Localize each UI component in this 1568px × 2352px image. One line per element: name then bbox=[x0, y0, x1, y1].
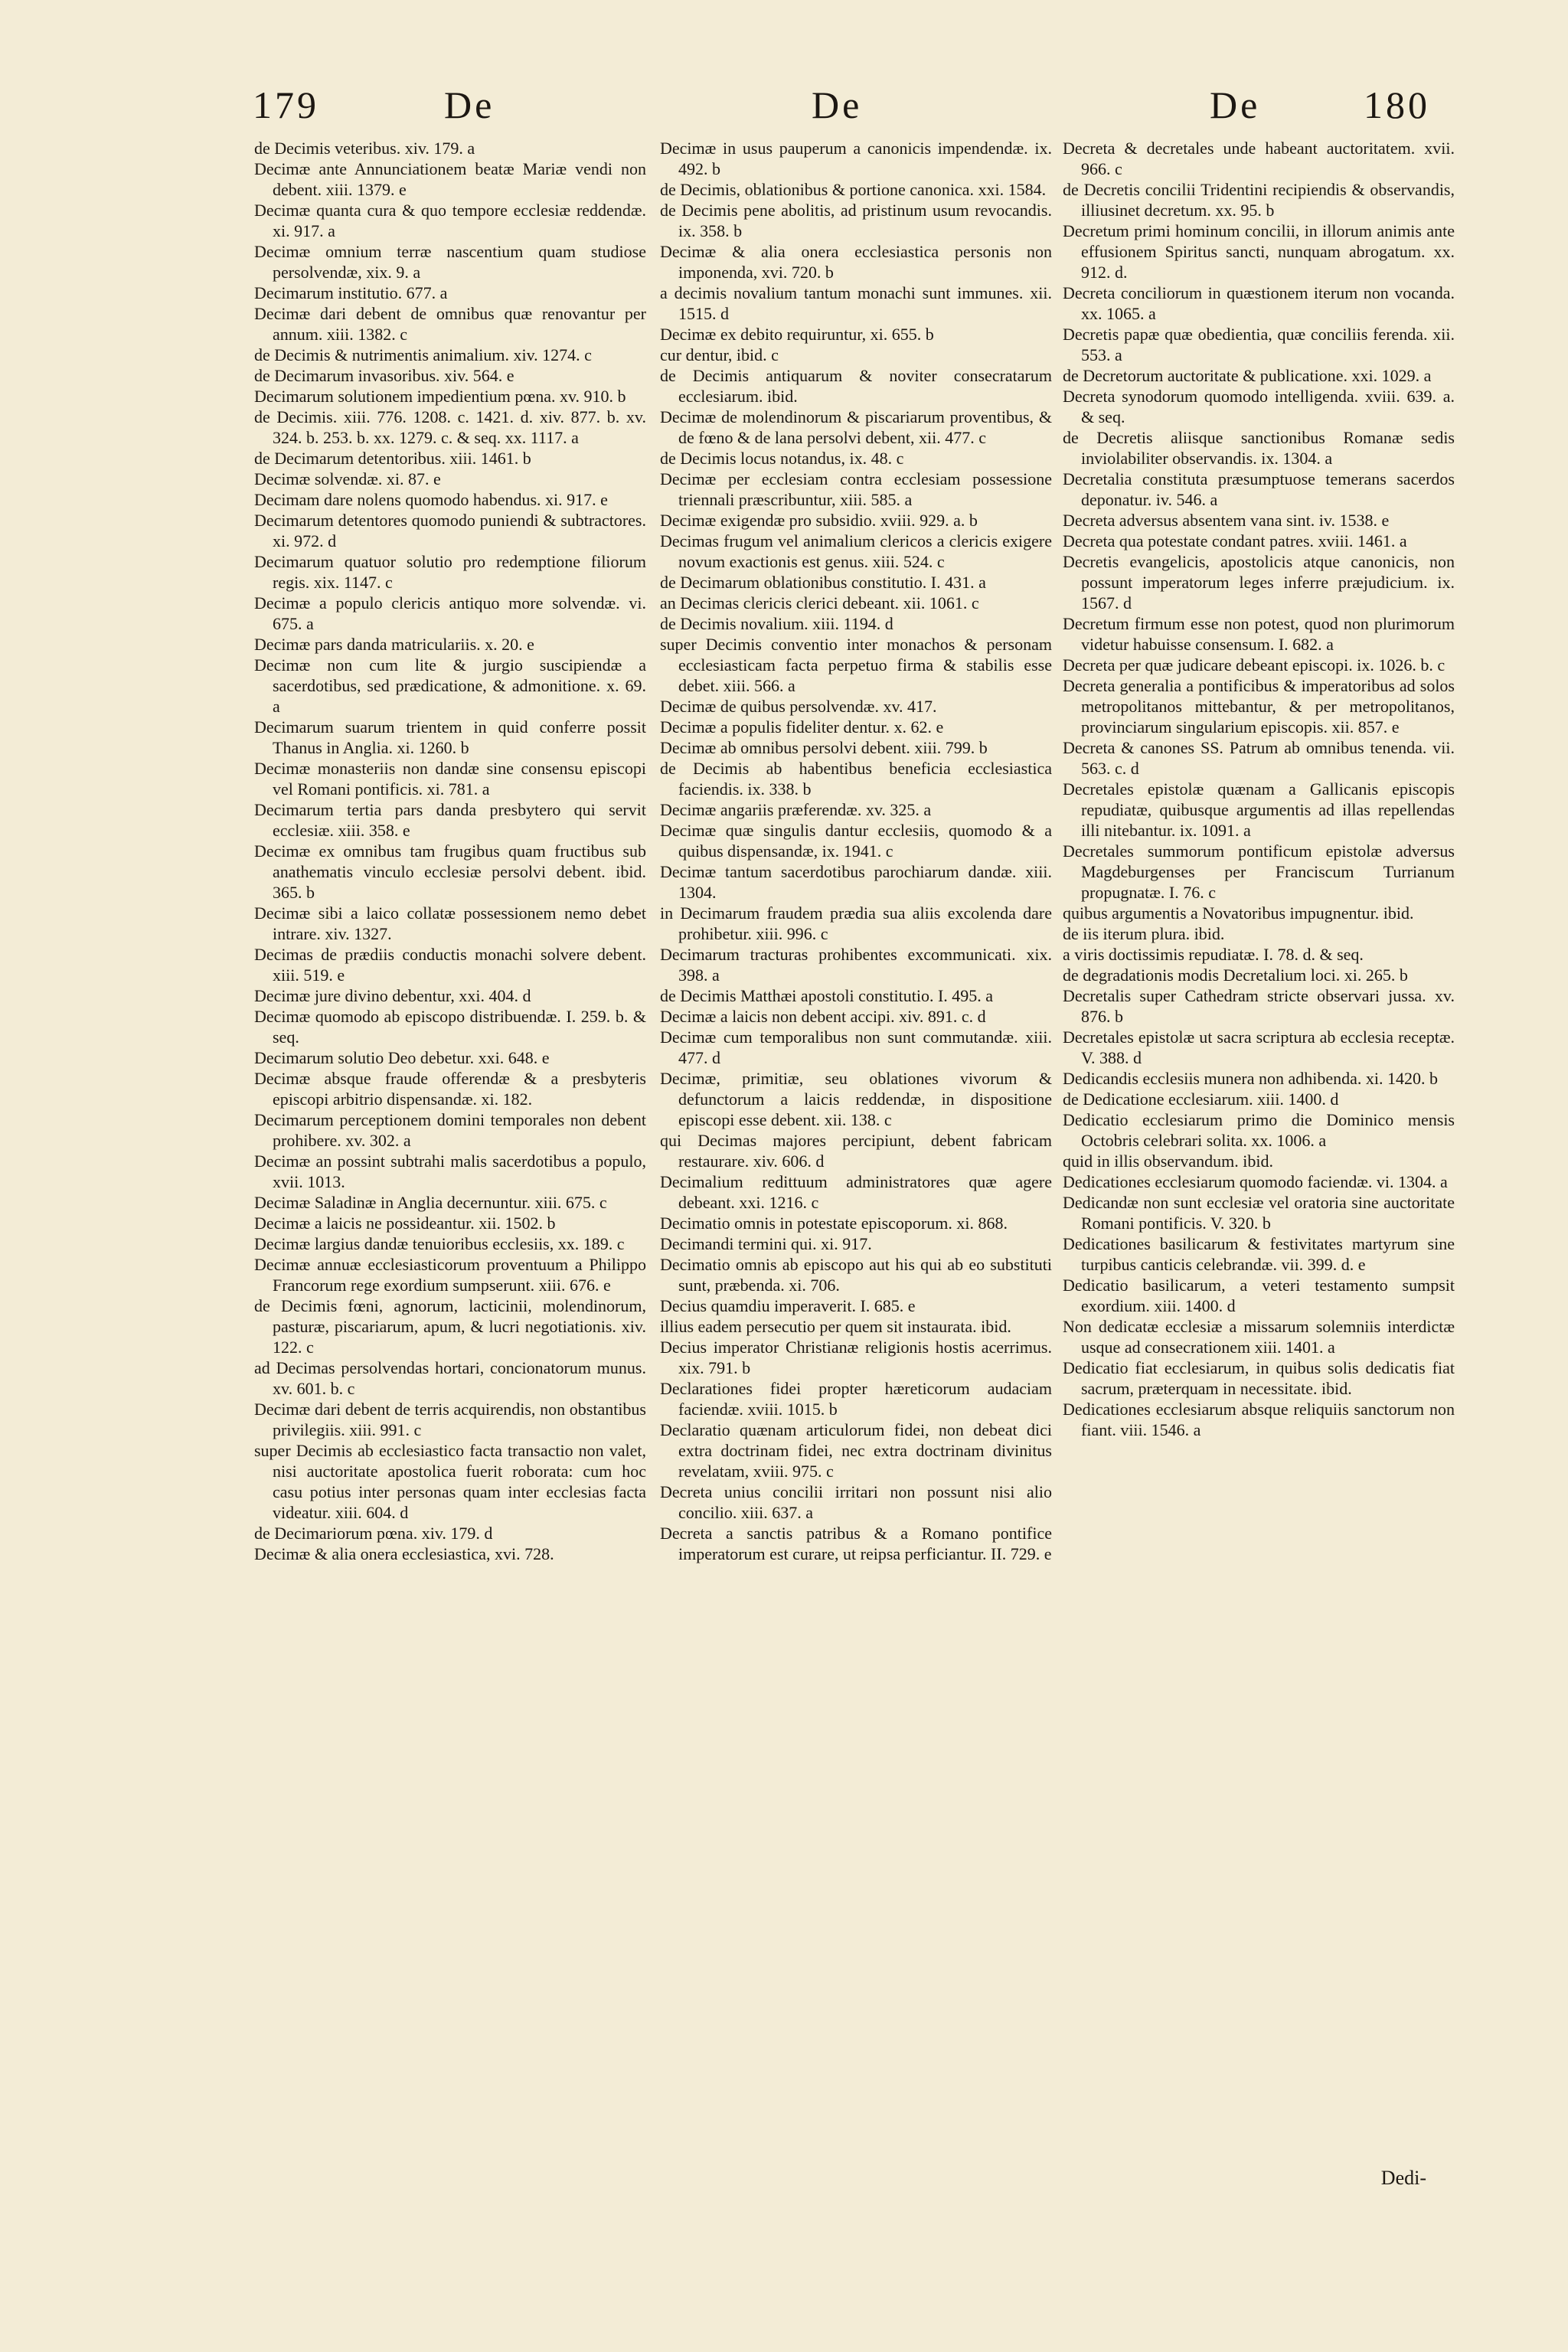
index-entry: Decimæ, primitiæ, seu oblationes vivorum & defunctorum a laicis reddendæ, in dispositione episcopi esse debent. xii. 138. c bbox=[660, 1069, 1052, 1129]
index-entry: Decimæ angariis præferendæ. xv. 325. a bbox=[660, 800, 932, 819]
left-running-head: De bbox=[444, 83, 495, 126]
index-entry: Decimæ quomodo ab episcopo distribuendæ. I. 259. b. & seq. bbox=[254, 1007, 646, 1047]
index-entry: Decreta conciliorum in quæstionem iterum non vocanda. xx. 1065. a bbox=[1063, 283, 1455, 323]
index-entry: Decretis evangelicis, apostolicis atque canonicis, non possunt imperatorum leges inferre præjudicium. ix. 1567. d bbox=[1063, 552, 1455, 612]
index-entry: de Decimis, oblationibus & portione canonica. xxi. 1584. bbox=[660, 180, 1047, 199]
page-header bbox=[253, 83, 1430, 136]
index-entry: Decimarum institutio. 677. a bbox=[254, 283, 448, 302]
index-entry: de Dedicatione ecclesiarum. xiii. 1400. d bbox=[1063, 1089, 1339, 1109]
index-entry: Decimæ de quibus persolvendæ. xv. 417. bbox=[660, 697, 937, 716]
index-entry: Decimas de prædiis conductis monachi solvere debent. xiii. 519. e bbox=[254, 945, 646, 985]
index-entry: Decimatio omnis ab episcopo aut his qui ab eo substituti sunt, præbenda. xi. 706. bbox=[660, 1255, 1052, 1295]
index-entry: a viris doctissimis repudiatæ. I. 78. d. & seq. bbox=[1063, 945, 1364, 964]
index-entry: a decimis novalium tantum monachi sunt immunes. xii. 1515. d bbox=[660, 283, 1052, 323]
index-entry: Decimæ in usus pauperum a canonicis impendendæ. ix. 492. b bbox=[660, 139, 1052, 178]
index-entry: Decimæ pars danda matriculariis. x. 20. e bbox=[254, 635, 534, 654]
index-entry: de Decimariorum pœna. xiv. 179. d bbox=[254, 1524, 493, 1543]
right-page-number: 180 bbox=[1364, 83, 1430, 126]
index-entry: Decimarum quatuor solutio pro redemptione filiorum regis. xix. 1147. c bbox=[254, 552, 646, 592]
index-entry: Decimæ quæ singulis dantur ecclesiis, quomodo & a quibus dispensandæ, ix. 1941. c bbox=[660, 821, 1052, 861]
index-entry: Dedicandis ecclesiis munera non adhibenda. xi. 1420. b bbox=[1063, 1069, 1438, 1088]
index-entry: Decimæ dari debent de omnibus quæ renovantur per annum. xiii. 1382. c bbox=[254, 304, 646, 344]
index-entry: de Decimis antiquarum & noviter consecratarum ecclesiarum. ibid. bbox=[660, 366, 1052, 406]
index-entry: Decimæ a laicis non debent accipi. xiv. 891. c. d bbox=[660, 1007, 986, 1026]
index-entry: Decimandi termini qui. xi. 917. bbox=[660, 1234, 872, 1253]
index-entry: Decimam dare nolens quomodo habendus. xi. 917. e bbox=[254, 490, 608, 509]
right-running-head: De bbox=[1210, 83, 1261, 126]
index-entry: Decimæ ex omnibus tam frugibus quam fructibus sub anathematis vinculo ecclesiæ persolvi debent. ibid. 365. b bbox=[254, 841, 646, 902]
index-entry: Decreta qua potestate condant patres. xviii. 1461. a bbox=[1063, 531, 1407, 550]
index-entry: Dedicandæ non sunt ecclesiæ vel oratoria sine auctoritate Romani pontificis. V. 320. b bbox=[1063, 1193, 1455, 1233]
index-entry: Decimæ & alia onera ecclesiastica, xvi. 728. bbox=[254, 1544, 554, 1563]
index-entry: Decretum primi hominum concilii, in illorum animis ante effusionem Spiritus sancti, nunquam abrogatum. xx. 912. d. bbox=[1063, 221, 1455, 282]
index-entry: Dedicatio ecclesiarum primo die Dominico mensis Octobris celebrari solita. xx. 1006. a bbox=[1063, 1110, 1455, 1150]
index-entry: Decimarum solutionem impedientium pœna. xv. 910. b bbox=[254, 387, 626, 406]
index-entry: Dedicatio fiat ecclesiarum, in quibus solis dedicatis fiat sacrum, præterquam in necessitate. ibid. bbox=[1063, 1358, 1455, 1398]
index-entry: Decimæ exigendæ pro subsidio. xviii. 929. a. b bbox=[660, 511, 978, 530]
index-entry: de iis iterum plura. ibid. bbox=[1063, 924, 1225, 943]
index-entry: Decreta & decretales unde habeant auctoritatem. xvii. 966. c bbox=[1063, 139, 1455, 178]
index-entry: qui Decimas majores percipiunt, debent fabricam restaurare. xiv. 606. d bbox=[660, 1131, 1052, 1171]
index-entry: de Decimis novalium. xiii. 1194. d bbox=[660, 614, 893, 633]
index-entry: de Decretis concilii Tridentini recipiendis & observandis, illiusinet decretum. xx. 95. b bbox=[1063, 180, 1455, 220]
index-column-2 bbox=[660, 138, 1052, 1564]
index-entry: Decretales epistolæ ut sacra scriptura ab ecclesia receptæ. V. 388. d bbox=[1063, 1027, 1455, 1067]
index-entry: Decimarum tertia pars danda presbytero qui servit ecclesiæ. xiii. 358. e bbox=[254, 800, 646, 840]
index-entry: Dedicationes ecclesiarum quomodo faciendæ. vi. 1304. a bbox=[1063, 1172, 1448, 1191]
index-entry: Decreta adversus absentem vana sint. iv. 1538. e bbox=[1063, 511, 1390, 530]
index-entry: Decimarum perceptionem domini temporales non debent prohibere. xv. 302. a bbox=[254, 1110, 646, 1150]
index-entry: Decimarum suarum trientem in quid conferre possit Thanus in Anglia. xi. 1260. b bbox=[254, 717, 646, 757]
index-entry: Dedicationes ecclesiarum absque reliquiis sanctorum non fiant. viii. 1546. a bbox=[1063, 1400, 1455, 1439]
index-entry: Decreta per quæ judicare debeant episcopi. ix. 1026. b. c bbox=[1063, 655, 1446, 675]
index-entry: Decimæ quanta cura & quo tempore ecclesiæ reddendæ. xi. 917. a bbox=[254, 201, 646, 240]
index-entry: an Decimas clericis clerici debeant. xii. 1061. c bbox=[660, 593, 979, 612]
index-entry: de Decimis pene abolitis, ad pristinum usum revocandis. ix. 358. b bbox=[660, 201, 1052, 240]
index-entry: Decimæ tantum sacerdotibus parochiarum dandæ. xiii. 1304. bbox=[660, 862, 1052, 902]
index-entry: Decimæ an possint subtrahi malis sacerdotibus a populo, xvii. 1013. bbox=[254, 1152, 646, 1191]
index-entry: Decimæ non cum lite & jurgio suscipiendæ a sacerdotibus, sed prædicatione, & admonitione. x. 69. a bbox=[254, 655, 646, 716]
index-entry: Declarationes fidei propter hæreticorum audaciam faciendæ. xviii. 1015. b bbox=[660, 1379, 1052, 1419]
index-entry: quid in illis observandum. ibid. bbox=[1063, 1152, 1273, 1171]
index-entry: Decimarum tracturas prohibentes excommunicati. xix. 398. a bbox=[660, 945, 1052, 985]
index-entry: Decimæ per ecclesiam contra ecclesiam possessione triennali præscribuntur, xiii. 585. a bbox=[660, 469, 1052, 509]
center-running-head: De bbox=[812, 83, 863, 126]
index-entry: Decimæ a laicis ne possideantur. xii. 1502. b bbox=[254, 1214, 556, 1233]
index-entry: de Decretorum auctoritate & publicatione. xxi. 1029. a bbox=[1063, 366, 1432, 385]
index-entry: Decimæ solvendæ. xi. 87. e bbox=[254, 469, 441, 488]
index-entry: Decimæ jure divino debentur, xxi. 404. d bbox=[254, 986, 531, 1005]
index-entry: de Decimarum invasoribus. xiv. 564. e bbox=[254, 366, 514, 385]
index-entry: de Decimis fœni, agnorum, lacticinii, molendinorum, pasturæ, piscariarum, apum, & lucri negotiationis. xiv. 122. c bbox=[254, 1296, 646, 1357]
index-entry: Decimæ Saladinæ in Anglia decernuntur. xiii. 675. c bbox=[254, 1193, 607, 1212]
index-column-3 bbox=[1063, 138, 1455, 1440]
index-entry: Decretum firmum esse non potest, quod non plurimorum videtur habuisse consensum. I. 682. a bbox=[1063, 614, 1455, 654]
index-entry: Decimæ monasteriis non dandæ sine consensu episcopi vel Romani pontificis. xi. 781. a bbox=[254, 759, 646, 799]
index-entry: Decreta & canones SS. Patrum ab omnibus tenenda. vii. 563. c. d bbox=[1063, 738, 1455, 778]
index-entry: de Decimis ab habentibus beneficia ecclesiastica faciendis. ix. 338. b bbox=[660, 759, 1052, 799]
index-entry: de Decimis. xiii. 776. 1208. c. 1421. d. xiv. 877. b. xv. 324. b. 253. b. xx. 1279. c. & seq. xx. 1117. a bbox=[254, 407, 646, 447]
index-entry: Decimæ & alia onera ecclesiastica personis non imponenda, xvi. 720. b bbox=[660, 242, 1052, 282]
index-entry: de Decimis veteribus. xiv. 179. a bbox=[254, 139, 475, 158]
index-entry: Decimæ sibi a laico collatæ possessionem nemo debet intrare. xiv. 1327. bbox=[254, 903, 646, 943]
index-entry: de Decimis & nutrimentis animalium. xiv. 1274. c bbox=[254, 345, 592, 364]
index-entry: Dedicatio basilicarum, a veteri testamento sumpsit exordium. xiii. 1400. d bbox=[1063, 1276, 1455, 1315]
index-entry: Decreta a sanctis patribus & a Romano pontifice imperatorum est curare, ut reipsa perficiantur. II. 729. e bbox=[660, 1524, 1052, 1563]
index-entry: Decreta synodorum quomodo intelligenda. xviii. 639. a. & seq. bbox=[1063, 387, 1455, 426]
index-entry: Decreta generalia a pontificibus & imperatoribus ad solos metropolitanos mittebantur, & per metropolitanos, provinciarum singularium episcopis. xii. 857. e bbox=[1063, 676, 1455, 737]
index-entry: de Decimarum oblationibus constitutio. I. 431. a bbox=[660, 573, 986, 592]
index-entry: super Decimis conventio inter monachos & personam ecclesiasticam facta perpetuo firma & stabilis esse debet. xiii. 566. a bbox=[660, 635, 1052, 695]
index-entry: Decimæ dari debent de terris acquirendis, non obstantibus privilegiis. xiii. 991. c bbox=[254, 1400, 646, 1439]
index-entry: in Decimarum fraudem prædia sua aliis excolenda dare prohibetur. xiii. 996. c bbox=[660, 903, 1052, 943]
index-entry: Decius imperator Christianæ religionis hostis acerrimus. xix. 791. b bbox=[660, 1338, 1052, 1377]
index-entry: super Decimis ab ecclesiastico facta transactio non valet, nisi auctoritate apostolica fuerit roborata: cum hoc casu potius inter personas quam inter ecclesias facta videatur. xiii. 604. d bbox=[254, 1441, 646, 1522]
index-entry: de Decimis locus notandus, ix. 48. c bbox=[660, 449, 904, 468]
index-entry: cur dentur, ibid. c bbox=[660, 345, 779, 364]
index-entry: Declaratio quænam articulorum fidei, non debeat dici extra doctrinam fidei, nec extra doctrinam divinitus revelatam, xviii. 975. c bbox=[660, 1420, 1052, 1481]
left-page-number: 179 bbox=[253, 83, 319, 126]
index-entry: Decimæ de molendinorum & piscariarum proventibus, & de fœno & de lana persolvi debent, xii. 477. c bbox=[660, 407, 1052, 447]
index-entry: Decimæ cum temporalibus non sunt commutandæ. xiii. 477. d bbox=[660, 1027, 1052, 1067]
index-entry: Decimæ omnium terræ nascentium quam studiose persolvendæ, xix. 9. a bbox=[254, 242, 646, 282]
index-entry: Decretales epistolæ quænam a Gallicanis episcopis repudiatæ, quibusque argumentis ad illas repellendas illi nitebantur. ix. 1091. a bbox=[1063, 779, 1455, 840]
index-entry: Decretalia constituta præsumptuose temerans sacerdos deponatur. iv. 546. a bbox=[1063, 469, 1455, 509]
index-entry: Decimarum detentores quomodo puniendi & subtractores. xi. 972. d bbox=[254, 511, 646, 550]
index-entry: Decimæ ab omnibus persolvi debent. xiii. 799. b bbox=[660, 738, 988, 757]
index-entry: Decimarum solutio Deo debetur. xxi. 648. e bbox=[254, 1048, 550, 1067]
index-entry: de degradationis modis Decretalium loci. xi. 265. b bbox=[1063, 965, 1408, 985]
index-entry: Decimæ largius dandæ tenuioribus ecclesiis, xx. 189. c bbox=[254, 1234, 625, 1253]
catchword: Dedi- bbox=[1380, 2167, 1426, 2189]
index-column-1 bbox=[254, 138, 646, 1564]
index-entry: de Decimis Matthæi apostoli constitutio. I. 495. a bbox=[660, 986, 994, 1005]
index-entry: illius eadem persecutio per quem sit instaurata. ibid. bbox=[660, 1317, 1011, 1336]
index-entry: Decius quamdiu imperaverit. I. 685. e bbox=[660, 1296, 916, 1315]
index-entry: Decretis papæ quæ obedientia, quæ conciliis ferenda. xii. 553. a bbox=[1063, 325, 1455, 364]
index-entry: Decimalium redittuum administratores quæ agere debeant. xxi. 1216. c bbox=[660, 1172, 1052, 1212]
index-entry: Decimæ ante Annunciationem beatæ Mariæ vendi non debent. xiii. 1379. e bbox=[254, 159, 646, 199]
index-entry: Decimæ a populis fideliter dentur. x. 62. e bbox=[660, 717, 944, 737]
index-entry: Decimæ ex debito requiruntur, xi. 655. b bbox=[660, 325, 934, 344]
index-entry: Decimæ a populo clericis antiquo more solvendæ. vi. 675. a bbox=[254, 593, 646, 633]
index-entry: Decimæ absque fraude offerendæ & a presbyteris episcopi arbitrio dispensandæ. xi. 182. bbox=[254, 1069, 646, 1109]
index-entry: de Decretis aliisque sanctionibus Romanæ sedis inviolabiliter observandis. ix. 1304. a bbox=[1063, 428, 1455, 468]
index-entry: quibus argumentis a Novatoribus impugnentur. ibid. bbox=[1063, 903, 1414, 923]
index-entry: Decimas frugum vel animalium clericos a clericis exigere novum exactionis est genus. xiii. 524. c bbox=[660, 531, 1052, 571]
index-entry: ad Decimas persolvendas hortari, concionatorum munus. xv. 601. b. c bbox=[254, 1358, 646, 1398]
index-entry: Decreta unius concilii irritari non possunt nisi alio concilio. xiii. 637. a bbox=[660, 1482, 1052, 1522]
index-entry: Non dedicatæ ecclesiæ a missarum solemniis interdictæ usque ad consecrationem xiii. 1401. a bbox=[1063, 1317, 1455, 1357]
index-entry: Decretales summorum pontificum epistolæ adversus Magdeburgenses per Franciscum Turrianum propugnatæ. I. 76. c bbox=[1063, 841, 1455, 902]
index-entry: Decretalis super Cathedram stricte observari jussa. xv. 876. b bbox=[1063, 986, 1455, 1026]
index-entry: Decimatio omnis in potestate episcoporum. xi. 868. bbox=[660, 1214, 1008, 1233]
index-entry: Decimæ annuæ ecclesiasticorum proventuum a Philippo Francorum rege exordium sumpserunt. xiii. 676. e bbox=[254, 1255, 646, 1295]
index-entry: de Decimarum detentoribus. xiii. 1461. b bbox=[254, 449, 531, 468]
index-entry: Dedicationes basilicarum & festivitates martyrum sine turpibus canticis celebrandæ. vii. 399. d. e bbox=[1063, 1234, 1455, 1274]
